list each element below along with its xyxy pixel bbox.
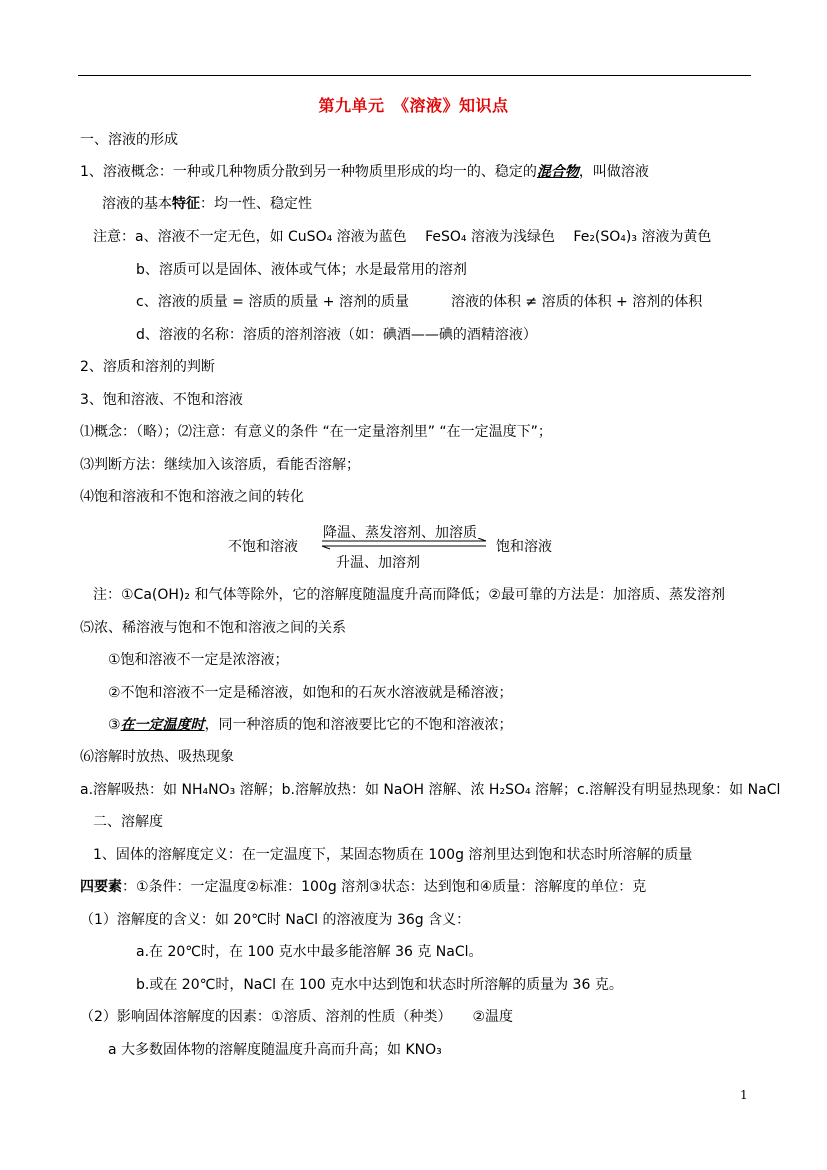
section-heading-2: 二、溶解度	[93, 814, 163, 830]
emphasis-four-elements: 四要素	[80, 879, 122, 895]
solution-features	[102, 195, 312, 213]
solubility-definition: 1、固体的溶解度定义：在一定温度下，某固态物质在 100g 溶剂里达到饱和状态时所溶解的质量	[93, 847, 693, 863]
text: ：①条件：一定温度②标准：100g 溶剂③状态：达到饱和④质量：溶解度的单位：克	[122, 879, 647, 895]
saturated-label: 饱和溶液	[496, 539, 552, 555]
note-a: 注意：a、溶液不一定无色，如 CuSO₄ 溶液为蓝色 FeSO₄ 溶液为浅绿色 Fe₂(SO₄)₃ 溶液为黄色	[93, 229, 712, 245]
heat-examples: a.溶解吸热：如 NH₄NO₃ 溶解；b.溶解放热：如 NaOH 溶解、浓 H₂SO₄ 溶解；c.溶解没有明显热现象：如 NaCl	[80, 782, 781, 798]
page-title: 第九单元 《溶液》知识点	[318, 96, 509, 115]
solubility-meaning: （1）溶解度的含义：如 20℃时 NaCl 的溶液度为 36g 含义：	[80, 912, 471, 928]
meaning-a: a.在 20℃时，在 100 克水中最多能溶解 36 克 NaCl。	[136, 944, 483, 960]
note-b: b、溶质可以是固体、液体或气体；水是最常用的溶剂	[136, 262, 467, 278]
conversion-diagram	[228, 522, 568, 572]
arrow-bottom-label: 升温、加溶剂	[336, 555, 420, 571]
concept-line: ⑴概念：（略）；⑵注意：有意义的条件 “在一定量溶剂里” “在一定温度下”；	[80, 424, 552, 440]
text: 溶液的基本	[102, 196, 172, 212]
factors: （2）影响固体溶解度的因素：①溶质、溶剂的性质（种类） ②温度	[80, 1009, 514, 1025]
solution-concept	[80, 163, 649, 181]
four-elements	[80, 878, 646, 896]
unsaturated-label: 不饱和溶液	[228, 539, 298, 555]
relation-3	[108, 716, 513, 734]
factor-a: a 大多数固体物的溶解度随温度升高而升高；如 KNO₃	[108, 1042, 442, 1058]
relation-2: ②不饱和溶液不一定是稀溶液，如饱和的石灰水溶液就是稀溶液；	[108, 685, 513, 701]
note-caoh2: 注：①Ca(OH)₂ 和气体等除外，它的溶解度随温度升高而降低；②最可靠的方法是：加溶质、蒸发溶剂	[93, 587, 725, 603]
double-arrow-icon	[320, 538, 490, 550]
text: ，叫做溶液	[578, 164, 649, 180]
text: 1、溶液概念：一种或几种物质分散到另一种物质里形成的均一的、稳定的	[80, 164, 537, 180]
text: ，同一种溶质的饱和溶液要比它的不饱和溶液浓；	[204, 717, 513, 733]
relation-1: ①饱和溶液不一定是浓溶液；	[108, 652, 289, 668]
meaning-b: b.或在 20℃时，NaCl 在 100 克水中达到饱和状态时所溶解的质量为 36 克。	[136, 977, 623, 993]
section-heading-1: 一、溶液的形成	[80, 132, 178, 148]
text: ③	[108, 717, 121, 733]
relation-heading: ⑸浓、稀溶液与饱和不饱和溶液之间的关系	[80, 620, 346, 636]
heat-heading: ⑹溶解时放热、吸热现象	[80, 749, 234, 765]
page-number: 1	[740, 1088, 748, 1102]
arrow-top-label: 降温、蒸发溶剂、加溶质	[323, 525, 477, 541]
heading-2: 2、溶质和溶剂的判断	[80, 359, 215, 375]
emphasis-mixture: 混合物	[536, 164, 579, 180]
note-c: c、溶液的质量 = 溶质的质量 + 溶剂的质量 溶液的体积 ≠ 溶质的体积 + 溶剂的体积	[136, 294, 703, 310]
header-rule	[78, 75, 751, 76]
conversion-heading: ⑷饱和溶液和不饱和溶液之间的转化	[80, 489, 304, 505]
note-d: d、溶液的名称：溶质的溶剂溶液（如：碘酒——碘的酒精溶液）	[136, 327, 537, 343]
heading-3: 3、饱和溶液、不饱和溶液	[80, 392, 243, 408]
emphasis-feature: 特征	[172, 196, 200, 212]
emphasis-temperature: 在一定温度时	[120, 717, 205, 733]
judge-method: ⑶判断方法：继续加入该溶质，看能否溶解；	[80, 457, 360, 473]
text: ：均一性、稳定性	[200, 196, 312, 212]
